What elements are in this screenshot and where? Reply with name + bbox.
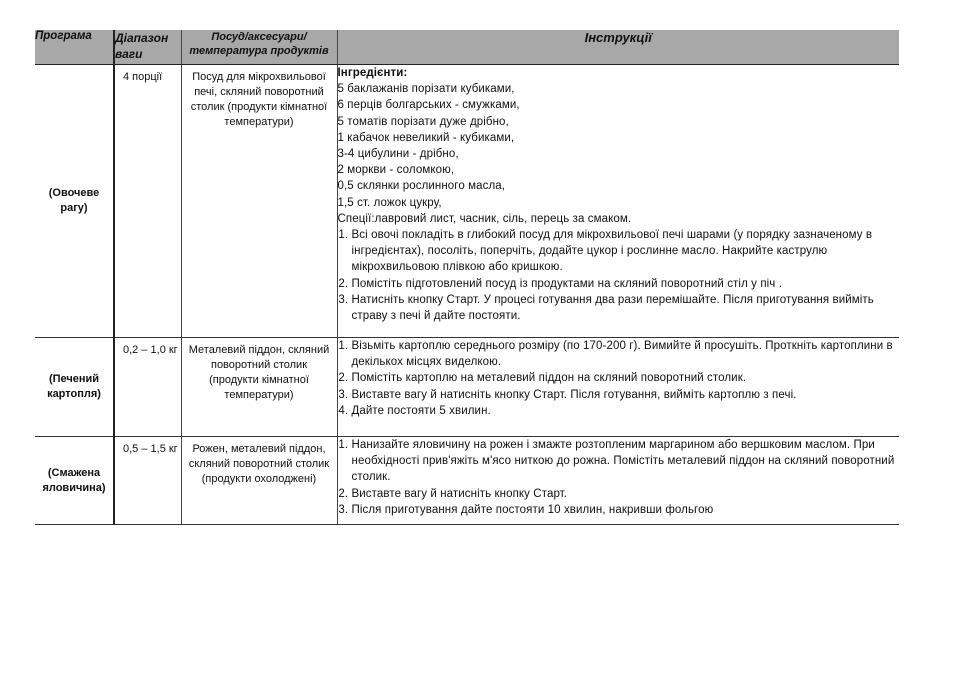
table-header-row [35, 30, 899, 65]
steps-list [338, 437, 900, 518]
step-item: 4. Дайте постояти 5 хвилин. [352, 403, 900, 419]
program-cell [35, 437, 114, 525]
recipe-table [35, 30, 899, 525]
step-item: 1. Всі овочі покладіть в глибокий посуд для мікрохвильової печі шарами (у порядку зазначеному в інгредієнтах), посоліть, поперчіть, додайте цукор і рослинне масло. Накрийте каструлю мікрохвильовою плівкою або кришкою. [352, 227, 900, 276]
program-name: (Печений картопля) [47, 373, 101, 400]
ingredient-item: 3-4 цибулини - дрібно, [337, 148, 459, 161]
accessories-cell [181, 437, 337, 525]
accessories-text: Металевий піддон, скляний поворотний столик (продукти кімнатної температури) [188, 344, 330, 401]
steps-list [338, 338, 900, 419]
ingredient-item: 0,5 склянки рослинного масла, [337, 180, 506, 193]
table-row [35, 437, 899, 525]
step-item: 1. Нанизайте яловичину на рожен і змажте розтопленим маргарином або вершковим маслом. При необхідності прив'яжіть м'ясо ниткою до рожна. Помістіть металевий піддон на скляний поворотний столик. [352, 437, 900, 486]
step-item: 3. Виставте вагу й натисніть кнопку Старт. Після готування, вийміть картоплю з печі. [352, 387, 900, 403]
header-program: Програма [35, 30, 114, 65]
ingredient-item: 2 моркви - соломкою, [337, 164, 455, 177]
step-item: 2. Помістіть підготовлений посуд із продуктами на скляний поворотний стіл у піч . [352, 276, 900, 292]
instructions-cell [337, 338, 899, 437]
weight-cell [114, 437, 181, 525]
instructions-cell [337, 65, 899, 338]
step-item: 3. Після приготування дайте постояти 10 хвилин, накривши фольгою [352, 502, 900, 518]
header-instructions: Інструкції [337, 30, 899, 65]
program-name: (Овочеве рагу) [48, 187, 100, 214]
accessories-text: Рожен, металевий піддон, скляний поворотний столик (продукти охолоджені) [188, 443, 330, 485]
header-accessories: Посуд/аксесуари/ температура продуктів [181, 30, 337, 65]
step-item: 2. Виставте вагу й натисніть кнопку Старт. [352, 486, 900, 502]
steps-list [338, 227, 900, 324]
table-row [35, 338, 899, 437]
program-cell [35, 65, 114, 338]
instructions-cell [337, 437, 899, 525]
accessories-cell [181, 65, 337, 338]
header-weight: Діапазон ваги [114, 30, 181, 65]
ingredients-title: Інгредієнти: [337, 67, 408, 79]
step-item: 3. Натисніть кнопку Старт. У процесі готування два рази перемішайте. Після приготування вийміть страву з печі й дайте постояти. [352, 292, 900, 324]
accessories-text: Посуд для мікрохвильової печі, скляний поворотний столик (продукти кімнатної температури) [190, 71, 328, 128]
weight-range: 0,2 – 1,0 кг [123, 344, 178, 356]
ingredient-item: 5 баклажанів порізати кубиками, [337, 83, 515, 96]
weight-range: 0,5 – 1,5 кг [123, 443, 178, 455]
ingredient-item: Спеції:лавровий лист, часник, сіль, перець за смаком. [337, 212, 632, 225]
weight-cell [114, 65, 181, 338]
weight-range: 4 порції [123, 71, 163, 83]
ingredient-item: 5 томатів порізати дуже дрібно, [337, 115, 509, 128]
table-row [35, 65, 899, 338]
step-item: 1. Візьміть картоплю середнього розміру (по 170-200 г). Вимийте й просушіть. Проткніть картоплини в декількох місцях виделкою. [352, 338, 900, 370]
program-cell [35, 338, 114, 437]
ingredient-item: 1 кабачок невеликий - кубиками, [337, 131, 515, 144]
weight-cell [114, 338, 181, 437]
step-item: 2. Помістіть картоплю на металевий піддон на скляний поворотний столик. [352, 370, 900, 386]
accessories-cell [181, 338, 337, 437]
program-name: (Смажена яловичина) [42, 466, 106, 494]
ingredient-item: 1,5 ст. ложок цукру, [337, 196, 442, 209]
ingredient-item: 6 перців болгарських - смужками, [337, 99, 520, 112]
